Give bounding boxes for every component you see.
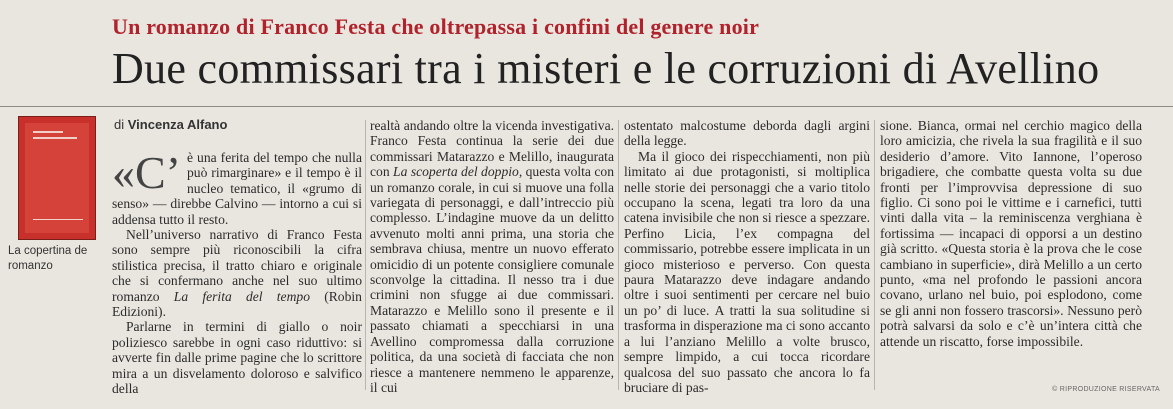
column-divider: [618, 120, 619, 390]
paragraph: [370, 118, 614, 395]
book-title: La ferita del tempo: [173, 288, 311, 304]
article-column-4: [880, 118, 1142, 349]
cover-title-line: [33, 131, 63, 133]
paragraph: [624, 118, 870, 149]
paragraph-text: Parlarne in termini di giallo o noir poliziesco sarebbe in ogni caso riduttivo: si avverte fin dalle prime pagine che lo scrittore mira a un disvelamento doloroso e salvifico della: [112, 319, 362, 397]
book-title: La scoperta del doppio: [393, 164, 519, 180]
article-headline: Due commissari tra i misteri e le corruzioni di Avellino: [112, 44, 1100, 93]
byline: [114, 117, 227, 132]
column-divider: [874, 120, 875, 390]
article-kicker: Un romanzo di Franco Festa che oltrepassa i confini del genere noir: [112, 14, 760, 39]
article-column-2: [370, 118, 614, 395]
paragraph: [112, 319, 362, 396]
byline-author: Vincenza Alfano: [127, 117, 228, 132]
article-column-3: [624, 118, 870, 395]
paragraph: [880, 118, 1142, 349]
paragraph-text: , questa volta con un romanzo corale, in cui si muove una folla variegata di personaggi, e dall’intreccio più complesso. L’indagine muove da un delitto avvenuto molti anni prima, una storia che sembrava chiusa, mentre un nuovo efferato omicidio di un potente consigliere comunale sconvolge la cittadina. Il nesso tra i due crimini non sfugge ai due commissari. Matarazzo e Melillo sono il presente e il passato chiamati a specchiarsi in una Avellino compromessa dalla corruzione politica, da una società di facciata che non riesce a mantenere nemmeno le apparenze, il cui: [370, 164, 614, 395]
header-divider: [0, 106, 1173, 107]
column-divider: [365, 120, 366, 390]
paragraph-text: sione. Bianca, ormai nel cerchio magico della loro amicizia, che rivela la sua fragilità e il suo desiderio d’amore. Vito Iannone, l’operoso brigadiere, che combatte questa volta su due fronti per l’improvvisa depressione di suo figlio. Ci sono poi le vittime e i carnefici, tutti vinti dalla vita – la reminiscenza verghiana è fortissima — incapaci di opporsi a un destino già scritto. «Questa storia è la prova che le cose cambiano in superficie», dirà Melillo a un certo punto, «ma nel profondo le passioni ancora covano, urlano nel buio, poi esplodono, come se gli anni non fossero trascorsi». Nessuno però potrà salvarsi da solo e c’è un’intera città che attende un riscatto, forse impossibile.: [880, 118, 1142, 349]
paragraph-text: Ma il gioco dei rispecchiamenti, non più limitato ai due protagonisti, si moltiplica nelle storie dei personaggi che a vario titolo occupano la scena, legati tra loro da una catena invisibile che non si riesce a spezzare. Perfino Licia, l’ex compagna del commissario, potrebbe essere implicata in un gioco misterioso e perverso. Con questa paura Matarazzo deve indagare andando oltre i suoi sentimenti per cercare nel buio un po’ di luce. A tratti la sua solitudine si trasforma in disperazione ma ci sono accanto a lui l’anziano Melillo a volte brusco, sempre limpido, a cui tocca ricordare qualcosa del suo passato che ancora lo fa bruciare di pas-: [624, 148, 870, 395]
paragraph-text: realtà andando oltre la vicenda investigativa. Franco Festa continua la serie dei due commissari Matarazzo e Melillo, inaugurata con: [370, 118, 614, 180]
book-cover-image: [18, 116, 96, 240]
byline-prefix: di: [114, 117, 125, 132]
cover-caption: La copertina de romanzo: [8, 245, 88, 272]
paragraph-text: ostentato malcostume deborda dagli argini della legge.: [624, 118, 870, 149]
cover-footer-line: [33, 219, 83, 220]
paragraph: [624, 149, 870, 396]
paragraph: [112, 227, 362, 319]
book-cover-art: [25, 123, 89, 233]
drop-cap: «C’: [112, 147, 181, 198]
paragraph-text: è una ferita del tempo che nulla può rimarginare» e il tempo è il nucleo tematico, il «grumo di senso» — direbbe Calvino — intorno a cui si addensa tutto il resto.: [112, 150, 362, 227]
cover-title-line: [33, 137, 77, 139]
paragraph-text: Nell’universo narrativo di Franco Festa sono sempre più riconoscibili la cifra stilistica precisa, il tratto chiaro e originale che si confermano anche nel suo ultimo romanzo: [112, 227, 362, 304]
paragraph: [112, 147, 362, 227]
article-column-1: [112, 147, 362, 397]
paragraph-text: (Robin Edizioni).: [112, 288, 362, 320]
copyright-notice: © RIPRODUZIONE RISERVATA: [1052, 386, 1160, 393]
